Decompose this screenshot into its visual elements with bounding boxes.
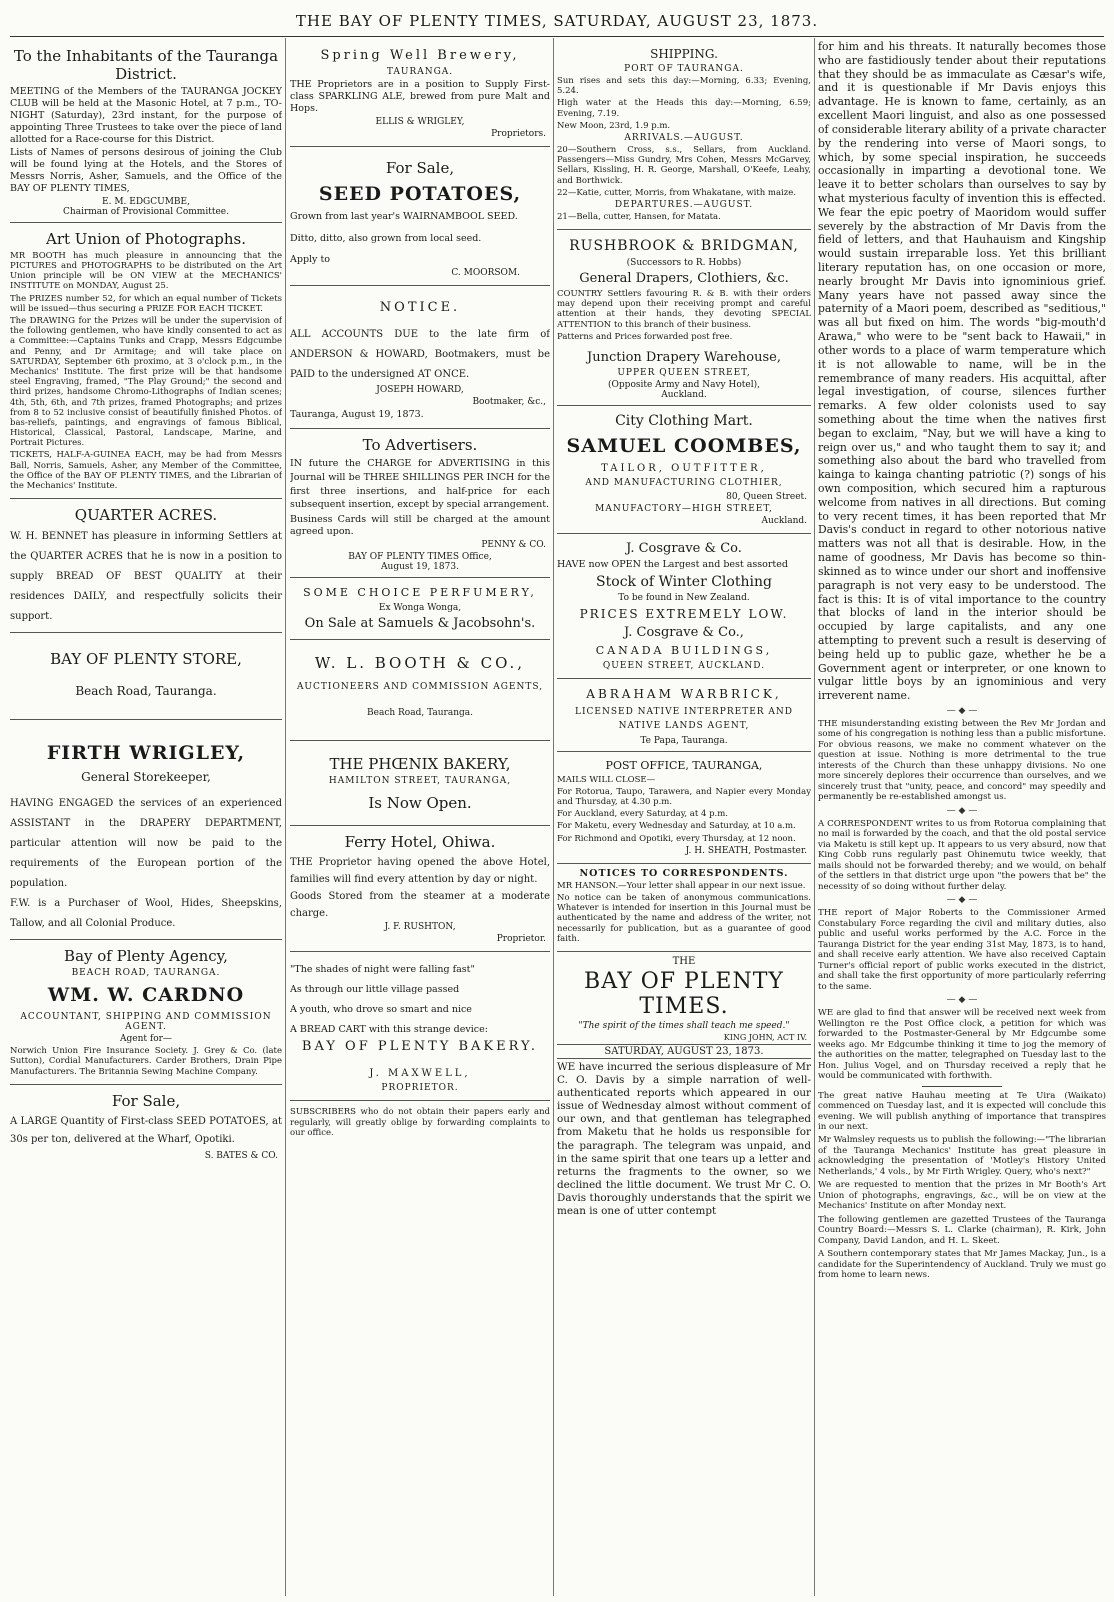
advertisers-ad [290, 429, 550, 578]
ad-address: 80, Queen Street. [726, 492, 807, 502]
ad-subtitle: General Storekeeper, [81, 770, 211, 785]
perfumery-ad [290, 578, 550, 640]
ad-title: ABRAHAM WARBRICK, [586, 686, 782, 701]
ad-signature-role: Proprietor. [496, 933, 546, 944]
motto-source: KING JOHN, ACT IV. [723, 1032, 807, 1042]
arrivals-heading: ARRIVALS.—AUGUST. [624, 132, 744, 143]
ad-building: CANADA BUILDINGS, [595, 643, 773, 657]
ad-address: UPPER QUEEN STREET, [617, 368, 751, 378]
mails-heading: MAILS WILL CLOSE— [557, 774, 656, 785]
correspondents-notice [557, 864, 811, 952]
ad-signature: J. F. RUSHTON, [384, 921, 456, 932]
agent-role: ACCOUNTANT, SHIPPING AND COMMISSION AGENT. [20, 1012, 272, 1033]
column-3 [557, 40, 811, 1595]
column-divider [285, 38, 286, 1596]
ad-place: HAMILTON STREET, TAURANGA, [328, 775, 512, 786]
ad-body: A LARGE Quantity of First-class SEED POTATOES, at 30s per ton, delivered at the Wharf, Opotiki. [10, 1115, 282, 1145]
arrival-entry: 20—Southern Cross, s.s., Sellars, from Auckland. Passengers—Miss Gundry, Mrs Cohen, Messrs McGarvey, Sellars, Kissling, H. R. George, Marshall, O'Keefe, Leahy, and Borthwick. [557, 144, 811, 186]
column-divider [814, 38, 815, 1596]
mail-entry: For Rotorua, Taupo, Tarawera, and Napier every Monday and Thursday, at 4.30 p.m. [557, 786, 811, 808]
top-rule [10, 36, 1104, 37]
mail-entry: For Auckland, every Saturday, at 4 p.m. [557, 809, 729, 820]
ad-title: SOME CHOICE PERFUMERY, [303, 585, 537, 599]
shipping-section [557, 40, 811, 230]
ad-body: The PRIZES number 52, for which an equal number of Tickets will be issued—thus securing a PRIZE FOR EACH TICKET. [10, 293, 282, 314]
ad-title: For Sale, [385, 158, 455, 177]
news-paragraph: Mr Walmsley requests us to publish the following:—"The librarian of the Tauranga Mechanics' Institute has great pleasure in acknowledging the presentation of 'Motley's History United Netherlands,' 4 vols., by Mr Firth Wrigley. Query, who's next?" [818, 1135, 1106, 1177]
editorial-text: WE have incurred the serious displeasure of Mr C. O. Davis by a simple narration of well-authenticated reports which appeared in our issue of Wednesday almost without comment of our own, and that gentleman has telegraphed from Maketu that he holds us responsible for the paragraph. The telegram was unpaid, and in the same spirit that one tears up a letter and returns the fragments to the owner, so we declined the little document. We trust Mr C. O. Davis thoroughly understands that the spirit we mean is one of utter contempt [557, 1060, 811, 1218]
ad-prices: PRICES EXTREMELY LOW. [579, 606, 789, 621]
ad-role: AND MANUFACTURING CLOTHIER, [585, 478, 783, 488]
divider-line [922, 1086, 1002, 1087]
departures-heading: DEPARTURES.—AUGUST. [614, 199, 754, 210]
departure-entry: 21—Bella, cutter, Hansen, for Matata. [557, 211, 721, 222]
ad-address: (Opposite Army and Navy Hotel), [608, 380, 760, 390]
ad-body: MR BOOTH has much pleasure in announcing that the PICTURES and PHOTOGRAPHS to be distributed on the Art Union principle will be ON VIEW at the MECHANICS' INSTITUTE on MONDAY, August 25. [10, 250, 282, 292]
news-paragraph: The following gentlemen are gazetted Trustees of the Tauranga Country Board:—Messrs S. L. Clarke (chairman), R. Kirk, John Company, David Landon, and H. L. Skeet. [818, 1214, 1106, 1246]
verse-line: A youth, who drove so smart and nice [290, 1003, 472, 1015]
warbrick-ad [557, 679, 811, 752]
ad-title: J. Cosgrave & Co. [626, 541, 742, 556]
divider-ornament: — ◆ — [946, 805, 978, 816]
ad-date: Tauranga, August 19, 1873. [290, 409, 424, 421]
ad-body: Patterns and Prices forwarded post free. [557, 331, 733, 342]
ad-body: Is Now Open. [368, 793, 472, 812]
ad-signature-role: Bootmaker, &c., [472, 397, 546, 408]
ad-body: Grown from last year's WAIRNAMBOOL SEED. [290, 210, 518, 222]
section-title: SHIPPING. [650, 47, 718, 61]
editorial-masthead [557, 952, 811, 1227]
news-paragraph: THE report of Major Roberts to the Commissioner Armed Constabulary Force regarding the civil and military duties, also public and useful works performed by the A.C. Force in the Tauranga District for the year ending 31st May, 1873, is to hand, and shall receive early attention. We have also received Captain Turner's official report of public works executed in the district, and shall take the first opportunity of more particularly referring to the same. [818, 908, 1106, 992]
ad-body: TICKETS, HALF-A-GUINEA EACH, may be had from Messrs Ball, Norris, Samuels, Asher, any Member of the Committee, the Office of the BAY OF PLENTY TIMES, and the Librarian of the Mechanics' Institute. [10, 450, 282, 491]
ad-signature: S. BATES & CO. [204, 1150, 278, 1161]
news-paragraph: A CORRESPONDENT writes to us from Rotorua complaining that no mail is forwarded by the coach, and that the old postal service via Maketu is still kept up. It appears to us very absurd, now that King Cobb runs regularly past Ohinemutu twice weekly, that mails should not be forwarded thereby; and we would, on behalf of the settlers in that district urge upon "the powers that be" the necessity of so doing without further delay. [818, 818, 1106, 892]
notice-entry: MR HANSON.—Your letter shall appear in our next issue. [557, 880, 806, 891]
ad-headline: SEED POTATOES, [318, 182, 522, 205]
news-paragraph: A Southern contemporary states that Mr James Mackay, Jun., is a candidate for the Superintendency of Auckland. Truly we must go from home to learn news. [818, 1249, 1106, 1281]
column-divider [553, 38, 554, 1596]
verse-line: "The shades of night were falling fast" [290, 963, 475, 975]
ad-body: HAVE now OPEN the Largest and best assorted [557, 559, 788, 570]
ad-body: Apply to [290, 254, 330, 266]
subscribers-notice [290, 1101, 550, 1145]
ad-title: Art Union of Photographs. [46, 229, 246, 248]
ad-address: MANUFACTORY—HIGH STREET, [595, 504, 773, 514]
agent-for: Agent for— [120, 1034, 172, 1045]
ad-role: LICENSED NATIVE INTERPRETER AND NATIVE LANDS AGENT, [574, 706, 794, 732]
cosgrave-ad [557, 534, 811, 679]
news-paragraph: WE are glad to find that answer will be received next week from Wellington re the Post Office clock, a petition for which was forwarded to the Postmaster-General by Mr Edgcumbe some weeks ago. Mr Edgcumbe thinking it time to jog the memory of the authorities on the matter, telegraphed on Tuesday last to the Hon. Julius Vogel, and on Thursday received a reply that he would be communicated with forthwith. [818, 1008, 1106, 1082]
ad-body: Business Cards will still be charged at the amount agreed upon. [290, 514, 550, 538]
ad-body: SUBSCRIBERS who do not obtain their papers early and regularly, will greatly oblige by forwarding complaints to our office. [290, 1107, 550, 1138]
ad-body: COUNTRY Settlers favouring R. & B. with their orders may depend upon their receiving prompt and careful attention at their hands, they devoting SPECIAL ATTENTION to this branch of their business. [557, 289, 811, 330]
art-union-ad [10, 223, 282, 499]
notice-entry: No notice can be taken of anonymous communications. Whatever is intended for insertion in this Journal must be authenticated by the name and address of the writer, not necessarily for publication, but as a guarantee of good faith. [557, 892, 811, 944]
verse-line: A BREAD CART with this strange device: [290, 1023, 488, 1035]
sun-times: Sun rises and sets this day:—Morning, 6.33; Evening, 5.24. [557, 76, 811, 97]
ad-subtitle: Ex Wonga Wonga, [378, 602, 462, 613]
the-label: THE [672, 955, 696, 967]
ad-place: Te Papa, Tauranga. [640, 735, 728, 746]
ad-title: For Sale, [111, 1091, 181, 1110]
ad-address: QUEEN STREET, AUCKLAND. [602, 660, 766, 671]
ad-title: FIRTH WRIGLEY, [46, 742, 246, 765]
ad-role: General Drapers, Clothiers, &c. [579, 271, 789, 287]
masthead: THE BAY OF PLENTY TIMES, SATURDAY, AUGUST 23, 1873. [295, 12, 819, 30]
ad-headline: Stock of Winter Clothing [596, 573, 772, 590]
notice-ad [290, 286, 550, 429]
ad-place: Beach Road, Tauranga. [367, 707, 473, 718]
agency-list: Norwich Union Fire Insurance Society. J. Grey & Co. (late Sutton), Cordial Manufacturers. Carder Brothers, Drain Pipe Manufacturers. The Britannia Sewing Machine Company. [10, 1046, 282, 1077]
ad-city: Auckland. [661, 390, 707, 400]
divider-ornament: — ◆ — [946, 995, 978, 1006]
ad-title: To the Inhabitants of the Tauranga District. [13, 47, 279, 83]
ad-title: THE PHŒNIX BAKERY, [329, 754, 511, 773]
ad-body: Ditto, ditto, also grown from local seed. [290, 232, 482, 244]
seed-sale-ad [10, 1085, 282, 1168]
column-1 [10, 40, 282, 1595]
ad-title: BAY OF PLENTY BAKERY. [301, 1039, 539, 1055]
ferry-hotel-ad [290, 826, 550, 952]
ad-signature-role: PROPRIETOR. [381, 1083, 459, 1094]
ad-signature: JOSEPH HOWARD, [376, 385, 464, 396]
ad-title: City Clothing Mart. [615, 413, 753, 429]
bakery-verse-ad [290, 952, 550, 1102]
ad-body: To be found in New Zealand. [618, 592, 750, 603]
mail-entry: For Maketu, every Wednesday and Saturday, at 10 a.m. [557, 821, 796, 832]
ad-body: On Sale at Samuels & Jacobsohn's. [304, 615, 536, 631]
paper-motto: "The spirit of the times shall teach me speed." [578, 1020, 790, 1031]
issue-date: SATURDAY, AUGUST 23, 1873. [557, 1044, 811, 1059]
ad-title: BAY OF PLENTY STORE, [50, 650, 242, 669]
ad-title: Bay of Plenty Agency, [64, 947, 228, 966]
paper-title: BAY OF PLENTY TIMES. [584, 968, 784, 1019]
booth-ad [290, 640, 550, 741]
ad-body: The DRAWING for the Prizes will be under the supervision of the following gentlemen, who have kindly consented to act as a Committee:—Captains Tunks and Crapp, Messrs Edgcumbe and Penny, and Dr Armitage; and will take place on SATURDAY, September 6th proximo, at 3 o'clock p.m., in the Mechanics' Institute. The first prize will be that handsome steel Engraving, framed, "The Play Ground;" the second and third prizes, handsome Chromo-Lithographs of Indian scenes; 4th, 5th, 6th, and 7th prizes, framed Photographs; and prizes from 8 to 52 inclusive consist of beautifully finished Photos. of bas-reliefs, paintings, and engravings of famous Biblical, Historical, Classical, Pastoral, Landscape, Marine, and Portrait Pictures. [10, 316, 282, 449]
ad-office: BAY OF PLENTY TIMES Office, [348, 551, 492, 562]
ad-subtitle: (Successors to R. Hobbs) [626, 258, 742, 269]
ad-body: THE Proprietors are in a position to Supply First-class SPARKLING ALE, brewed from pure Malt and Hops. [290, 79, 550, 114]
ad-body: W. H. BENNET has pleasure in informing Settlers at the QUARTER ACRES that he is now in a position to supply BREAD OF BEST QUALITY at their residences DAILY, and respectfully solicits their support. [10, 531, 282, 623]
divider-ornament: — ◆ — [946, 895, 978, 906]
post-office-ad [557, 752, 811, 864]
rushbrook-ad [557, 230, 811, 406]
jockey-club-ad [10, 40, 282, 223]
arrival-entry: 22—Katie, cutter, Morris, from Whakatane, with maize. [557, 187, 796, 198]
ad-body: MEETING of the Members of the TAURANGA JOCKEY CLUB will be held at the Masonic Hotel, at 7 p.m., TO-NIGHT (Saturday), 23rd instant, for the purpose of appointing Three Trustees to take over the piece of land allotted for a Race-course for this District. [10, 86, 282, 145]
ad-body: HAVING ENGAGED the services of an experienced ASSISTANT in the DRAPERY DEPARTMENT, particular attention will now be paid to the requirements of the European portion of the population. [10, 798, 282, 890]
ad-title: POST OFFICE, TAURANGA, [605, 758, 763, 772]
mail-entry: For Richmond and Opotiki, every Thursday, at 12 noon. [557, 833, 796, 844]
ad-signature: J. H. SHEATH, Postmaster. [685, 845, 807, 856]
high-water: High water at the Heads this day:—Morning, 6.59; Evening, 7.19. [557, 98, 811, 119]
agency-ad [10, 940, 282, 1085]
divider-ornament: — ◆ — [946, 706, 978, 716]
ad-body: Lists of Names of persons desirous of joining the Club will be found lying at the Hotels, and the Stores of Messrs Norris, Asher, Samuels, and the Office of the BAY OF PLENTY TIMES, [10, 147, 282, 194]
ad-subtitle: BEACH ROAD, TAURANGA. [71, 968, 221, 979]
column-4 [818, 40, 1106, 1595]
coombes-ad [557, 406, 811, 534]
ad-body: ALL ACCOUNTS DUE to the late firm of ANDERSON & HOWARD, Bootmakers, must be PAID to the undersigned AT ONCE. [290, 329, 550, 381]
ad-title: NOTICE. [379, 300, 461, 316]
quarter-acres-ad [10, 499, 282, 633]
ad-body: F.W. is a Purchaser of Wool, Hides, Sheepskins, Tallow, and all Colonial Produce. [10, 898, 282, 930]
ad-signature-role: Chairman of Provisional Committee. [63, 206, 229, 217]
firth-wrigley-ad [10, 720, 282, 940]
section-subtitle: PORT OF TAURANGA. [624, 64, 744, 74]
ad-subtitle: Beach Road, Tauranga. [75, 684, 217, 699]
ad-title: Ferry Hotel, Ohiwa. [344, 832, 496, 851]
ad-date: August 19, 1873. [381, 561, 459, 572]
ad-city: Auckland. [761, 516, 807, 526]
ad-signature: E. M. EDGCUMBE, [102, 196, 190, 207]
phoenix-bakery-ad [290, 741, 550, 826]
bay-store-ad [10, 633, 282, 720]
ad-title: Spring Well Brewery, [320, 48, 520, 63]
moon-phase: New Moon, 23rd, 1.9 p.m. [557, 120, 671, 131]
ad-title: To Advertisers. [362, 436, 478, 455]
news-paragraph: The great native Hauhau meeting at Te Uira (Waikato) commenced on Tuesday last, and it is expected will conclude this evening. We will publish anything of importance that transpires in our next. [818, 1090, 1106, 1132]
ad-title: QUARTER ACRES. [74, 506, 218, 525]
ad-body: THE Proprietor having opened the above Hotel, families will find every attention by day or night. [290, 856, 550, 885]
ad-title: NOTICES TO CORRESPONDENTS. [579, 867, 789, 879]
editorial-continued: for him and his threats. It naturally becomes those who are fastidiously tender about their reputations that they should be as immaculate as Cæsar's wife, and it is questionable if Mr Davis enjoys this advantage. He is known to fame, certainly, as an excellent Maori linguist, and also as one possessed of considerable literary ability of a private character by the rendering into verse of Maori songs, to which, by some special inspiration, he succeeds occasionally in imparting a devotional tone. We leave it to better scholars than ourselves to say by what mysterious faculty of invention this is effected. We fear the epic poetry of Maoridom would suffer severely by the abstraction of Mr Davis from the field of letters, and that Hauhauism and Kingship would sustain irreparable loss. Yet this brilliant literary reputation has, on one occasion or more, nearly brought Mr Davis into ignominious grief. Many years have not passed away since the paternity of a Maori poem, described as "seditious," was all but fixed on him. The words "big-mouth'd Arawa," who were to be "sent back to Hawaii," in other words to a place of warm temperature which it is not allowable to name, will be in the remembrance of many readers. His acquittal, after legal investigation, of course, silences further remarks. A few older colonists used to say something about the time when the natives first began to exclaim, "Nay, but we will have a king to reign over us," and who taught them to say it; and something also about the bard who travelled from kainga to kainga chanting patriotic (?) songs of his own composition, which secured him a rapturous welcome from natives in all directions. But coming to very recent times, it has been reported that Mr Davis's conduct in regard to other notorious native matters was not all that is desirable. How, in the name of goodness, Mr Davis has become so thin-skinned as to wince under our short and inoffensive paragraph is not very easy to be understood. The fact is this: It is of vital importance to the country that blocks of land in the interior should be occupied by large capitalists, and any one attempting to prevent such a result is deserving of being held up to public gaze, whether he be a Government agent or interpreter, or one known to vulgar little boys by an ignominious and very irreverent name. [818, 40, 1106, 703]
ad-place: TAURANGA. [386, 67, 454, 77]
column-2 [290, 40, 550, 1595]
ad-title: RUSHBROOK & BRIDGMAN, [569, 238, 799, 255]
ad-role: AUCTIONEERS AND COMMISSION AGENTS, [296, 681, 544, 692]
news-paragraph: We are requested to mention that the prizes in Mr Booth's Art Union of photographs, engravings, &c., will be on view at the Mechanics' Institute on after Monday next. [818, 1180, 1106, 1212]
ad-signature: PENNY & CO. [481, 539, 546, 550]
ad-signature: ELLIS & WRIGLEY, [375, 116, 465, 127]
news-paragraph: THE misunderstanding existing between the Rev Mr Jordan and some of his congregation is nothing less than a public misfortune. For obvious reasons, we make no comment whatever on the question at issue. Nothing is more detrimental to the true interests of the Church than these unhappy divisions. No one more sincerely deplores their occurrence than ourselves, and we sincerely trust that "unity, peace, and concord" may speedily and permanently be re-established amongst us. [818, 719, 1106, 803]
brewery-ad [290, 40, 550, 147]
seed-potatoes-ad [290, 147, 550, 287]
agent-name: WM. W. CARDNO [47, 984, 245, 1007]
ad-signature: C. MOORSOM. [451, 268, 520, 279]
ad-title: W. L. BOOTH & CO., [314, 653, 526, 672]
verse-line: As through our little village passed [290, 983, 460, 995]
ad-body: Goods Stored from the steamer at a moderate charge. [290, 890, 550, 919]
ad-signature-role: Proprietors. [491, 128, 546, 139]
ad-headline: SAMUEL COOMBES, [566, 435, 802, 457]
ad-role: TAILOR, OUTFITTER, [601, 463, 767, 474]
ad-signature: J. Cosgrave & Co., [624, 624, 744, 640]
ad-body: IN future the CHARGE for ADVERTISING in this Journal will be THREE SHILLINGS PER INCH for the first three insertions, and half-price for each subsequent insertion, except by special arrangement. [290, 458, 550, 511]
warehouse-name: Junction Drapery Warehouse, [586, 350, 781, 365]
ad-signature: J. MAXWELL, [369, 1068, 471, 1080]
